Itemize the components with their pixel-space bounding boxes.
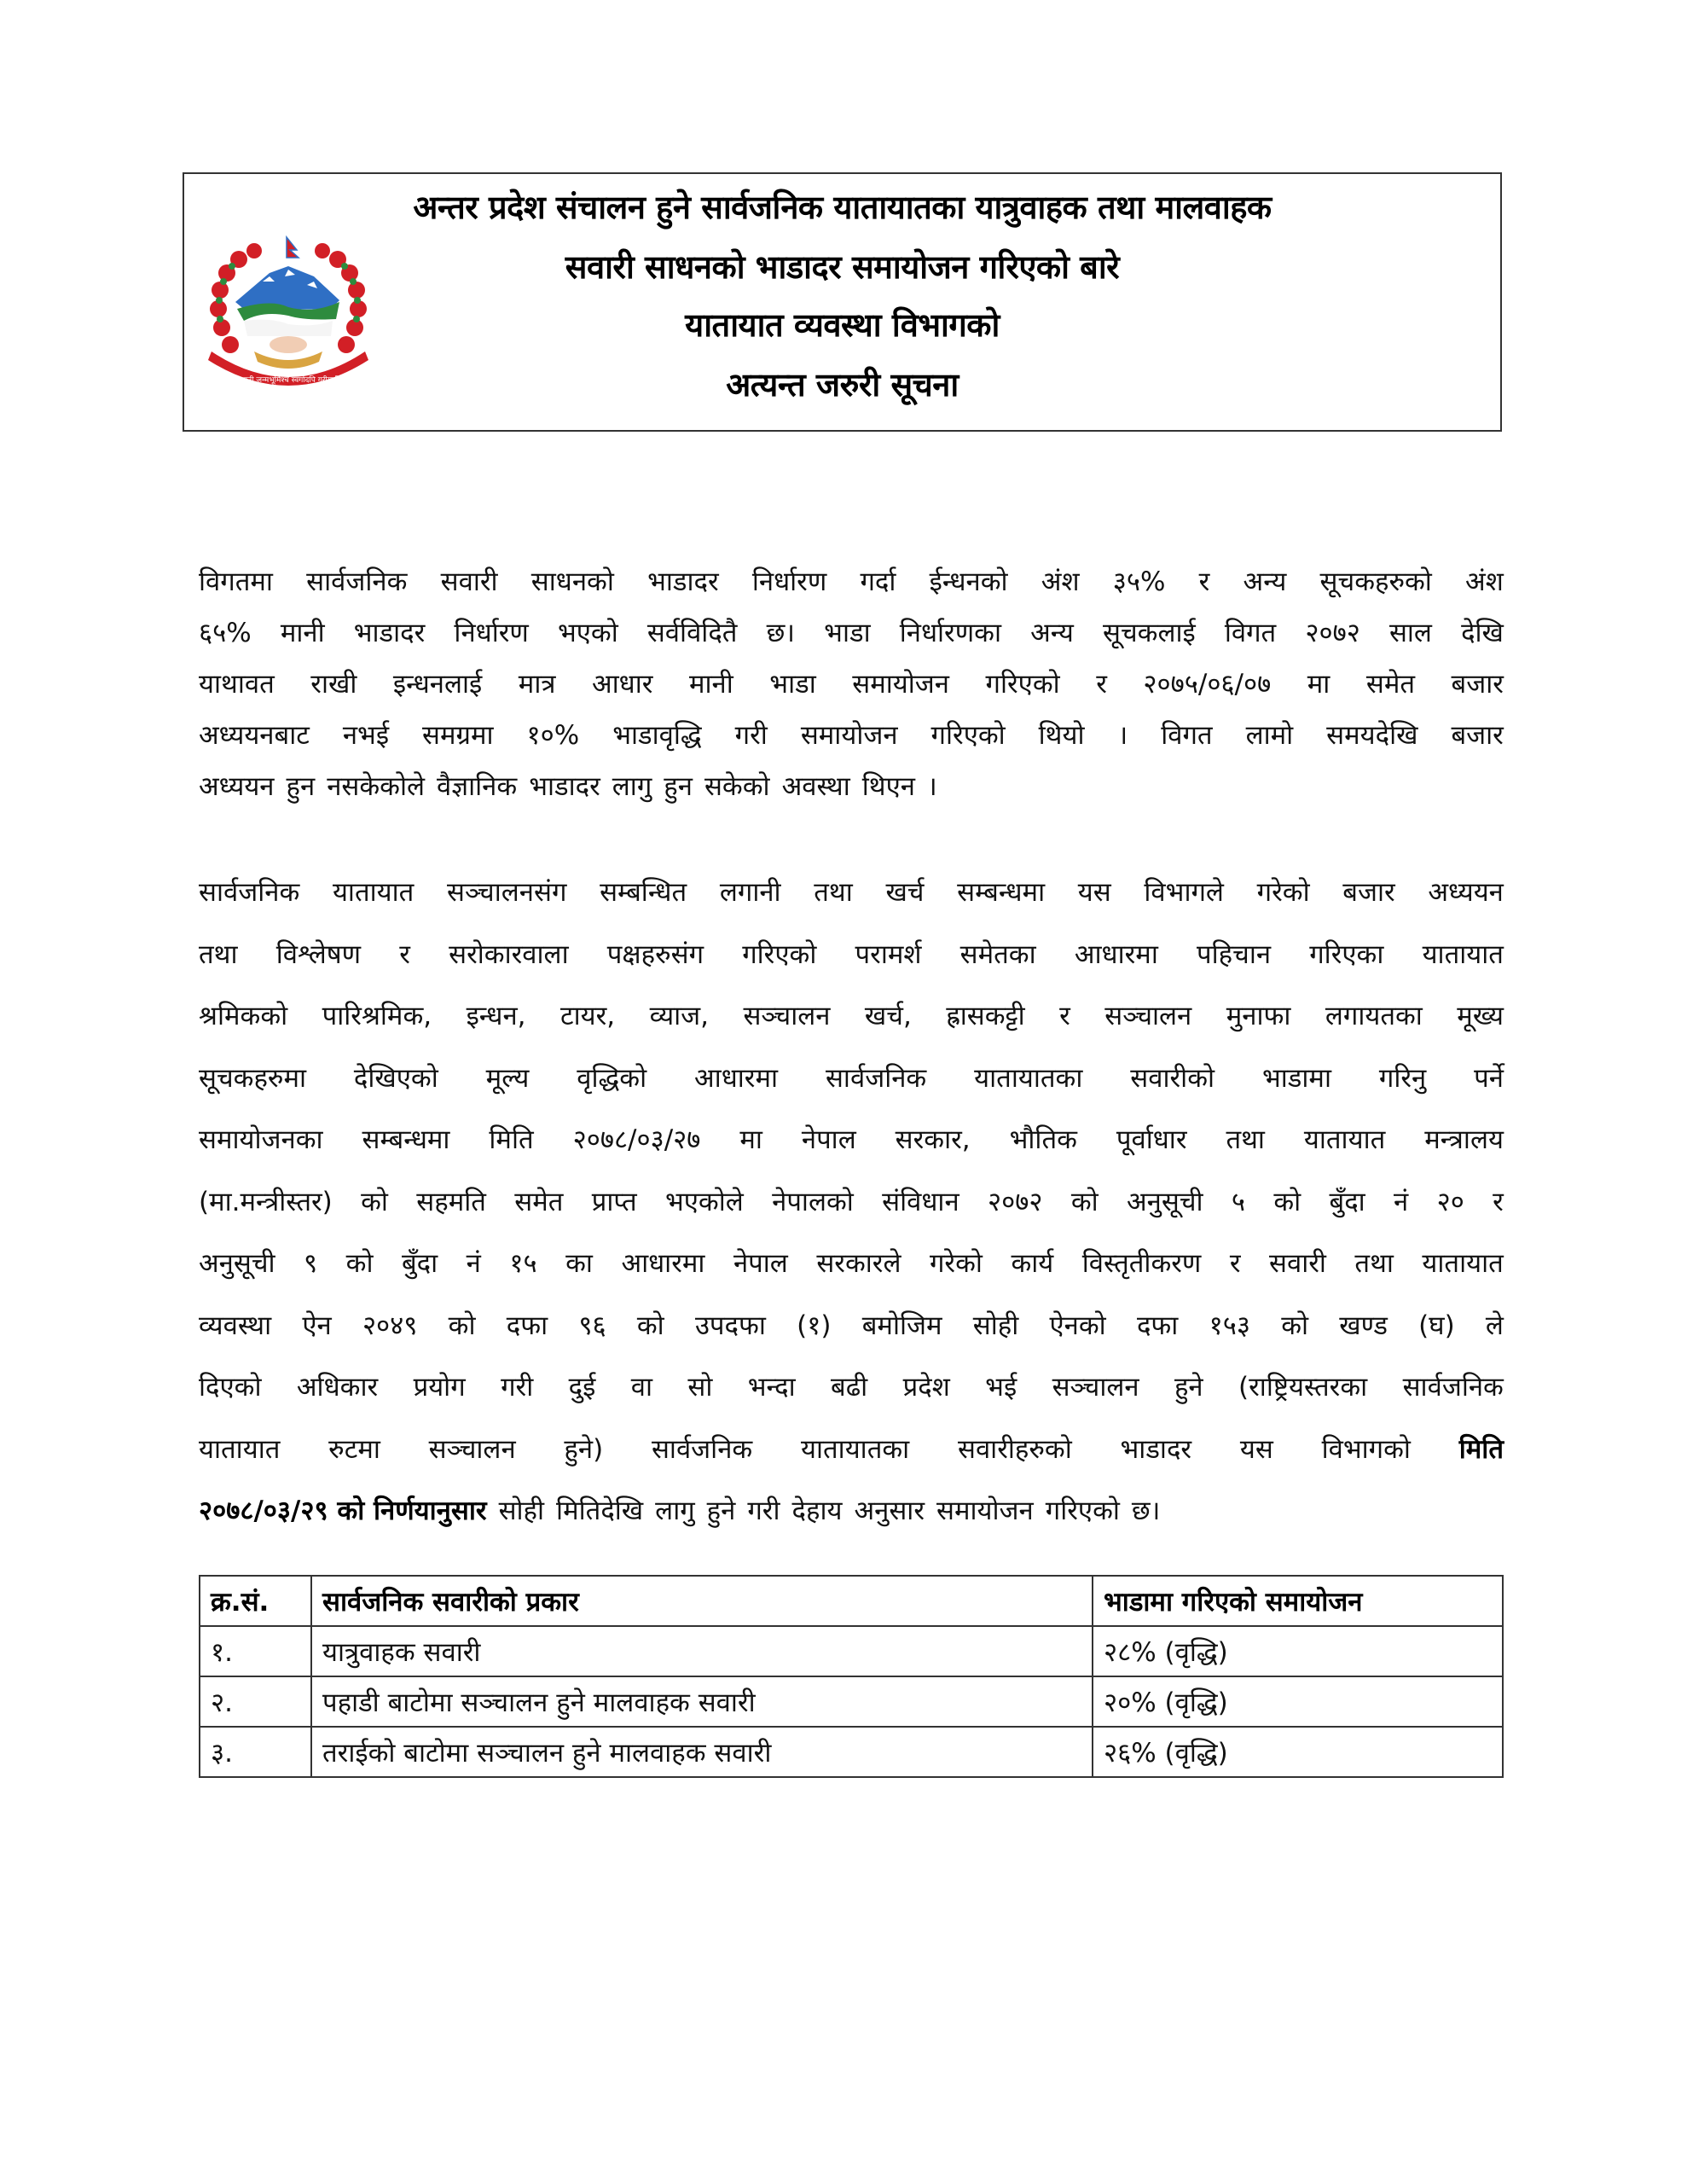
word: नेपाल	[733, 1248, 788, 1279]
word: नभई	[342, 720, 390, 751]
word: श्रमिकको	[199, 1001, 288, 1031]
word: भाडा	[824, 618, 871, 648]
word: बढी	[831, 1372, 868, 1403]
text-line	[199, 1480, 1504, 1542]
word: सूचकहरुमा	[199, 1062, 307, 1094]
word: निर्धारण	[751, 566, 827, 597]
word: तथा	[1354, 1248, 1394, 1279]
row-adjustment: २०% (वृद्धि)	[1093, 1676, 1503, 1727]
word: गरिएको	[930, 720, 1006, 751]
word: समेत	[514, 1186, 564, 1217]
word: गरेको	[1256, 877, 1310, 908]
word: सहमति	[416, 1186, 486, 1217]
word: गरिएको	[742, 938, 817, 970]
word: को	[1273, 1186, 1301, 1217]
word: २०४९	[362, 1310, 418, 1341]
word: खर्च,	[864, 1001, 912, 1031]
word: छ।	[766, 618, 796, 648]
word: साल	[1388, 618, 1432, 648]
word: अवस्था	[781, 771, 850, 802]
word: आधारमा	[1074, 938, 1158, 970]
word: (राष्ट्रियस्तरका	[1238, 1372, 1368, 1403]
text-line	[199, 1419, 1504, 1481]
word: सवारीको	[1130, 1062, 1215, 1094]
word: वृद्धिको	[577, 1062, 647, 1094]
word: मूल्य	[485, 1062, 530, 1094]
word: राखी	[310, 669, 357, 700]
word: अंश	[1465, 566, 1504, 597]
word: गरिएको	[1045, 1496, 1120, 1526]
word: १०%	[526, 720, 580, 751]
word: भाडादर	[353, 618, 426, 648]
word: वैज्ञानिक	[437, 771, 518, 802]
word: सो	[687, 1372, 713, 1403]
word: अध्ययन	[1428, 877, 1504, 908]
word: समायोजन	[852, 669, 949, 700]
text-line	[199, 607, 1504, 659]
word: हुन	[664, 771, 693, 802]
word: को	[636, 1310, 664, 1341]
word: को	[1281, 1310, 1309, 1341]
word: विश्लेषण	[275, 938, 362, 970]
word: अंश	[1041, 566, 1080, 597]
word: भौतिक	[1009, 1124, 1077, 1155]
word: सरोकारवाला	[449, 938, 569, 970]
col-adjustment-header: भाडामा गरिएको समायोजन	[1093, 1576, 1503, 1626]
word: सञ्चालन	[1052, 1372, 1139, 1403]
row-serial: १.	[200, 1626, 311, 1676]
word: पारिश्रमिक,	[322, 1001, 432, 1031]
notice-title-line-1: अन्तर प्रदेश संचालन हुने सार्वजनिक यातायातका यात्रुवाहक तथा मालवाहक	[413, 189, 1272, 226]
word: यातायातका	[974, 1062, 1083, 1094]
row-adjustment: २६% (वृद्धि)	[1093, 1727, 1503, 1777]
word: भाडादर	[647, 566, 719, 597]
word: ९	[304, 1248, 318, 1279]
word: यातायात	[1422, 1248, 1504, 1279]
row-adjustment: २८% (वृद्धि)	[1093, 1626, 1503, 1676]
paragraph-decision	[199, 862, 1504, 1542]
word: हुने)	[564, 1433, 604, 1465]
word: समग्रमा	[422, 720, 494, 751]
word: तथा	[1226, 1124, 1265, 1155]
word: समेत	[1365, 669, 1416, 700]
word: लगायतका	[1325, 1001, 1423, 1031]
word: नेपाल	[801, 1124, 856, 1155]
word: सञ्चालन	[1104, 1001, 1192, 1031]
word: यातायात	[199, 1433, 281, 1465]
word: खर्च	[885, 877, 925, 908]
word: सार्वजनिक	[825, 1062, 927, 1094]
word: टायर,	[559, 1001, 616, 1031]
word: बजार	[1342, 877, 1395, 908]
word: को	[448, 1310, 476, 1341]
word: समायोजनका	[199, 1124, 323, 1155]
word: नसकेकोले	[327, 771, 426, 802]
word: भाडादर	[1120, 1433, 1192, 1465]
word: पहिचान	[1197, 938, 1272, 970]
word: अधिकार	[296, 1372, 379, 1403]
word: व्याज,	[649, 1001, 710, 1031]
word: मात्र	[518, 669, 556, 700]
word: सकेको	[704, 771, 770, 802]
word: हुने	[706, 1496, 736, 1526]
word: मुनाफा	[1226, 1001, 1291, 1031]
word: ईन्धनको	[929, 566, 1008, 597]
emblem-motto: जननी जन्मभूमिश्च स्वर्गादपि गरीयसी	[237, 376, 339, 385]
word: बुँदा	[401, 1248, 438, 1279]
word: ९६	[578, 1310, 606, 1341]
word: सवारी	[1269, 1248, 1326, 1279]
word: भन्दा	[747, 1372, 796, 1403]
word: मा	[1307, 669, 1330, 700]
word: लामो	[1245, 720, 1294, 751]
word: विभागले	[1144, 877, 1224, 908]
word: विगतमा	[199, 566, 273, 597]
word: उपदफा	[694, 1310, 766, 1341]
word: र	[1059, 1001, 1070, 1031]
row-vehicle-type: यात्रुवाहक सवारी	[311, 1626, 1093, 1676]
word: प्रदेश	[902, 1372, 950, 1403]
row-vehicle-type: तराईको बाटोमा सञ्चालन हुने मालवाहक सवारी	[311, 1727, 1093, 1777]
text-line	[199, 1233, 1504, 1295]
word: देखिएको	[353, 1062, 438, 1094]
word: अनुसूची	[1126, 1186, 1203, 1217]
table-row	[200, 1727, 1503, 1777]
paragraph-background	[199, 556, 1504, 812]
word: सोही	[498, 1496, 545, 1526]
table-row	[200, 1676, 1503, 1727]
word: २०	[1436, 1186, 1464, 1217]
text-line	[199, 924, 1504, 986]
word: मा	[739, 1124, 762, 1155]
word: ।	[926, 771, 937, 802]
word: साधनको	[530, 566, 614, 597]
word: गर्दा	[860, 566, 896, 597]
word: खण्ड	[1339, 1310, 1388, 1341]
word: गरी	[501, 1372, 534, 1403]
word: ऐन	[302, 1310, 332, 1341]
word: लागु	[612, 771, 652, 802]
word: दिएको	[199, 1372, 262, 1403]
text-line	[199, 1109, 1504, 1171]
word: सार्वजनिक	[306, 566, 408, 597]
word: सरकार,	[895, 1124, 971, 1155]
word: छ।	[1131, 1496, 1161, 1526]
word: ।	[1117, 720, 1128, 751]
issuing-department: यातायात व्यवस्था विभागको	[685, 306, 1000, 344]
word: मन्त्रालय	[1424, 1124, 1504, 1155]
word: यातायात	[1422, 938, 1504, 970]
word: ६५%	[199, 618, 252, 648]
word: याथावत	[199, 669, 275, 700]
word: लागु	[655, 1496, 695, 1526]
word: यातायात	[332, 877, 415, 908]
word: परामर्श	[855, 938, 922, 970]
table-row	[200, 1626, 1503, 1676]
word: गरी	[747, 1496, 780, 1526]
text-line	[199, 761, 1504, 812]
word: भएकोले	[664, 1186, 744, 1217]
word: को	[345, 1248, 374, 1279]
word: गरिनु	[1378, 1062, 1427, 1094]
word: देहाय	[791, 1496, 843, 1526]
word: भई	[985, 1372, 1017, 1403]
word: प्राप्त	[591, 1186, 637, 1217]
bold-decision-date: २०७८/०३/२९ को निर्णयानुसार	[199, 1496, 487, 1526]
word: र	[399, 938, 410, 970]
word: लगानी	[719, 877, 781, 908]
word: समायोजन	[936, 1496, 1034, 1526]
word: कार्य	[1011, 1248, 1054, 1279]
word: २०७२	[1305, 618, 1360, 648]
word: सर्वविदितै	[646, 618, 738, 648]
word: सूचकलाई	[1103, 618, 1196, 648]
word: सार्वजनिक	[651, 1433, 753, 1465]
word: पूर्वाधार	[1116, 1124, 1187, 1155]
word: आधारमा	[621, 1248, 705, 1279]
text-line	[199, 556, 1504, 607]
word: गरिएका	[1309, 938, 1384, 970]
word: मितिदेखि	[556, 1496, 644, 1526]
word: हुन	[286, 771, 316, 802]
word: यातायातका	[800, 1433, 910, 1465]
text-line	[199, 985, 1504, 1048]
notice-header	[183, 172, 1502, 432]
word: निर्धारण	[454, 618, 529, 648]
word: सवारी	[440, 566, 498, 597]
word: मानी	[688, 669, 733, 700]
text-line	[199, 659, 1504, 710]
word: यस	[1077, 877, 1111, 908]
word: समयदेखि	[1326, 720, 1418, 751]
word: (घ)	[1418, 1310, 1455, 1341]
word: अन्य	[1243, 566, 1287, 597]
word: अनुसार	[854, 1496, 925, 1526]
word: ह्रासकट्टी	[946, 1001, 1025, 1031]
notice-title-line-2: सवारी साधनको भाडादर समायोजन गरिएको बारे	[565, 248, 1120, 286]
word: २०७५/०६/०७	[1143, 669, 1272, 700]
row-vehicle-type: पहाडी बाटोमा सञ्चालन हुने मालवाहक सवारी	[311, 1676, 1093, 1727]
word: (१)	[797, 1310, 832, 1341]
word: विगत	[1224, 618, 1277, 648]
word: सवारीहरुको	[957, 1433, 1072, 1465]
word: पक्षहरुसंग	[606, 938, 704, 970]
word: मानी	[280, 618, 325, 648]
row-serial: ३.	[200, 1727, 311, 1777]
word: र	[1493, 1186, 1504, 1217]
word: सम्बन्धित	[600, 877, 687, 908]
word: प्रयोग	[413, 1372, 466, 1403]
word: सोही	[972, 1310, 1019, 1341]
word: आधार	[591, 669, 653, 700]
word: ५	[1231, 1186, 1245, 1217]
bold-date-label: मिति	[1458, 1433, 1504, 1465]
word: सार्वजनिक	[1402, 1372, 1504, 1403]
word: दफा	[1136, 1310, 1179, 1341]
word: निर्धारणका	[899, 618, 1001, 648]
word: मिति	[489, 1124, 534, 1155]
word: विभागको	[1321, 1433, 1411, 1465]
word: रुटमा	[328, 1433, 380, 1465]
urgent-notice-label: अत्यन्त जरुरी सूचना	[726, 366, 959, 404]
text-line	[199, 710, 1504, 761]
text-line	[199, 1356, 1504, 1419]
word: बुँदा	[1329, 1186, 1365, 1217]
word: अध्ययन	[199, 771, 275, 802]
word: यातायात	[1303, 1124, 1386, 1155]
word: ३५%	[1112, 566, 1166, 597]
word: १५	[509, 1248, 537, 1279]
text-line	[199, 1171, 1504, 1234]
word: गरेको	[929, 1248, 983, 1279]
word: समायोजन	[800, 720, 898, 751]
word: सम्बन्धमा	[957, 877, 1046, 908]
word: सम्बन्धमा	[362, 1124, 450, 1155]
word: भाडामा	[1261, 1062, 1331, 1094]
fare-adjustment-table	[199, 1575, 1504, 1778]
word: सञ्चालनसंग	[447, 877, 567, 908]
word: तथा	[814, 877, 853, 908]
word: इन्धन,	[466, 1001, 526, 1031]
col-vehicle-type-header: सार्वजनिक सवारीको प्रकार	[311, 1576, 1093, 1626]
word: १५३	[1209, 1310, 1250, 1341]
word: बजार	[1451, 669, 1504, 700]
word: समेतका	[959, 938, 1036, 970]
word: अन्य	[1030, 618, 1074, 648]
word: सरकारले	[816, 1248, 901, 1279]
word: आधारमा	[694, 1062, 779, 1094]
word: सञ्चालन	[743, 1001, 831, 1031]
table-header-row	[200, 1576, 1503, 1626]
word: सार्वजनिक	[199, 877, 300, 908]
col-serial-header: क्र.सं.	[200, 1576, 311, 1626]
text-line	[199, 1295, 1504, 1357]
word: थिएन	[861, 771, 915, 802]
word: इन्धनलाई	[392, 669, 483, 700]
word: सूचकहरुको	[1319, 566, 1432, 597]
word: नं	[466, 1248, 481, 1279]
word: ऐनको	[1049, 1310, 1106, 1341]
word: गरी	[734, 720, 768, 751]
word: दुई	[568, 1372, 596, 1403]
word: र	[1096, 669, 1107, 700]
word: संविधान	[882, 1186, 959, 1217]
word: पर्ने	[1474, 1062, 1504, 1094]
word: भाडादर	[529, 771, 600, 802]
word: अनुसूची	[199, 1248, 275, 1279]
word: मूख्य	[1457, 1001, 1504, 1031]
word: को	[361, 1186, 388, 1217]
word: व्यवस्था	[199, 1310, 272, 1341]
word: अध्ययनबाट	[199, 720, 310, 751]
word: भएको	[557, 618, 618, 648]
word: हुने	[1174, 1372, 1203, 1403]
word: यस	[1239, 1433, 1273, 1465]
word: नं	[1394, 1186, 1409, 1217]
word: देखि	[1461, 618, 1504, 648]
word: को	[1070, 1186, 1099, 1217]
word: सञ्चालन	[428, 1433, 516, 1465]
word: विगत	[1161, 720, 1213, 751]
word: तथा	[199, 938, 238, 970]
text-line	[199, 1048, 1504, 1110]
text-line	[199, 862, 1504, 924]
word: नेपालको	[772, 1186, 854, 1217]
word: वा	[630, 1372, 652, 1403]
word: र	[1229, 1248, 1241, 1279]
word: गरिएको	[985, 669, 1060, 700]
word: (मा.मन्त्रीस्तर)	[199, 1186, 333, 1217]
word: भाडावृद्धि	[612, 720, 702, 751]
word: र	[1198, 566, 1210, 597]
word: २०७२	[988, 1186, 1043, 1217]
word: भाडा	[769, 669, 816, 700]
word: थियो	[1038, 720, 1085, 751]
word: दफा	[506, 1310, 548, 1341]
word: बजार	[1451, 720, 1504, 751]
word: २०७८/०३/२७	[572, 1124, 701, 1155]
word: का	[565, 1248, 593, 1279]
row-serial: २.	[200, 1676, 311, 1727]
word: विस्तृतीकरण	[1081, 1248, 1202, 1279]
word: बमोजिम	[861, 1310, 942, 1341]
word: ले	[1485, 1310, 1504, 1341]
